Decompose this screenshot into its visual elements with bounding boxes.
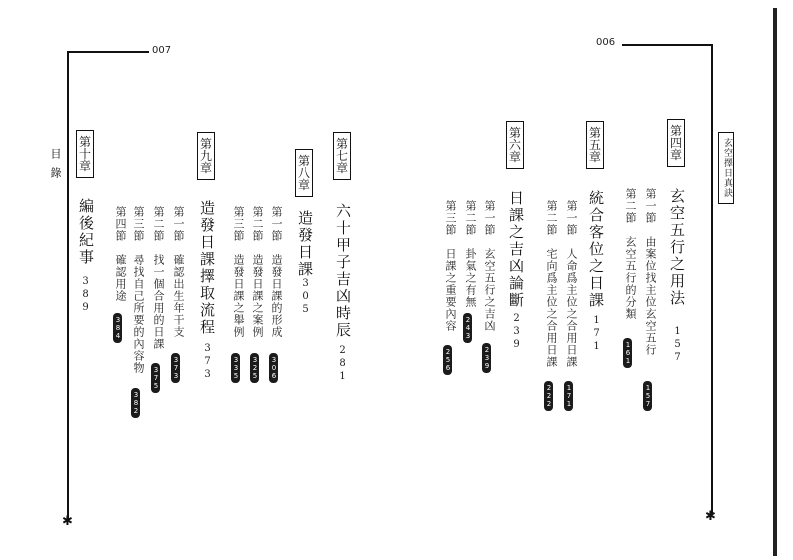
chapter-4-title: 玄空五行之用法 (668, 188, 686, 307)
chapter-suffix: 章 (669, 148, 682, 162)
chapter-9-section-1: 第一節 確認出生年干支 (172, 206, 185, 338)
chapter-4-section-2-page: 161 (623, 338, 632, 368)
right-header-rule (622, 44, 712, 46)
chapter-5-section-1: 第一節 人命爲主位之合用日課 (565, 200, 578, 368)
chapter-5-section-1-page: 171 (564, 381, 573, 411)
left-margin-rule (67, 51, 69, 519)
right-margin-rule (711, 44, 713, 514)
chapter-5-section-2-page: 222 (544, 381, 553, 411)
left-running-head: 目錄 (49, 148, 62, 186)
left-ornament: ✱ (62, 514, 73, 529)
left-page-number: 007 (152, 45, 172, 56)
chapter-prefix: 第 (335, 137, 348, 151)
chapter-8-section-2-page: 325 (250, 353, 259, 383)
chapter-prefix: 第 (297, 154, 310, 168)
chapter-6-title: 日課之吉凶論斷 (507, 190, 525, 309)
chapter-suffix: 章 (78, 159, 91, 173)
chapter-8-section-1-page: 306 (269, 353, 278, 383)
chapter-5-number: 五 (588, 138, 601, 152)
chapter-9-number: 九 (199, 149, 212, 163)
chapter-6-section-1: 第一節 玄空五行之吉凶 (483, 200, 496, 332)
chapter-10-box (76, 130, 94, 178)
chapter-7-number: 七 (335, 149, 348, 163)
chapter-10-section-4-page: 384 (113, 313, 122, 343)
chapter-8-title: 造發日課 (296, 210, 314, 278)
chapter-4-number: 四 (669, 136, 682, 150)
chapter-8-box (295, 149, 313, 197)
chapter-suffix: 章 (508, 150, 521, 164)
chapter-4-section-1-page: 157 (643, 381, 652, 411)
chapter-10-number: 十 (78, 147, 91, 161)
chapter-5-box (586, 121, 604, 169)
chapter-9-title: 造發日課擇取流程 (198, 200, 216, 336)
chapter-9-section-2-page: 375 (151, 363, 160, 393)
chapter-prefix: 第 (669, 124, 682, 138)
chapter-6-section-1-page: 239 (482, 343, 491, 373)
left-header-rule (67, 51, 149, 53)
chapter-4-box (667, 119, 685, 167)
chapter-6-section-2: 第二節 卦氣之有無 (464, 200, 477, 308)
chapter-4-page: 157 (672, 326, 683, 365)
chapter-6-section-2-page: 243 (463, 313, 472, 343)
chapter-9-box (197, 132, 215, 180)
chapter-4-section-2: 第二節 玄空五行的分類 (624, 188, 637, 320)
chapter-suffix: 章 (335, 161, 348, 175)
right-running-head: 玄空擇日真訣 (722, 138, 732, 198)
chapter-8-section-3: 第三節 造發日課之舉例 (232, 206, 245, 338)
page-edge (773, 8, 777, 556)
chapter-suffix: 章 (297, 178, 310, 192)
chapter-5-page: 171 (591, 315, 602, 354)
chapter-10-section-4: 第四節 確認用途 (114, 206, 127, 302)
chapter-suffix: 章 (199, 161, 212, 175)
chapter-6-number: 六 (508, 138, 521, 152)
chapter-7-title: 六十甲子吉凶時辰 (334, 203, 352, 339)
chapter-9-section-1-page: 373 (171, 353, 180, 383)
chapter-8-section-3-page: 335 (231, 353, 240, 383)
chapter-8-number: 八 (297, 166, 310, 180)
chapter-10-page: 389 (80, 276, 91, 315)
chapter-prefix: 第 (508, 126, 521, 140)
chapter-9-section-3-page: 382 (131, 388, 140, 418)
chapter-7-page: 281 (337, 345, 348, 384)
chapter-8-section-2: 第二節 造發日課之案例 (251, 206, 264, 338)
right-page-number: 006 (596, 37, 616, 48)
chapter-8-section-1: 第一節 造發日課的形成 (270, 206, 283, 338)
chapter-9-section-2: 第二節 找一個合用的日課 (152, 206, 165, 350)
chapter-5-title: 統合客位之日課 (587, 190, 605, 309)
chapter-6-page: 239 (511, 313, 522, 352)
chapter-7-box (333, 132, 351, 180)
chapter-6-section-3-page: 256 (443, 345, 452, 375)
chapter-5-section-2: 第二節 宅向爲主位之合用日課 (545, 200, 558, 368)
chapter-10-title: 編後紀事 (77, 198, 95, 266)
right-ornament: ✱ (705, 509, 716, 524)
chapter-9-section-3: 第三節 尋找自己所要的內容物 (132, 206, 145, 374)
chapter-8-page: 305 (300, 278, 311, 317)
chapter-9-page: 373 (202, 343, 213, 382)
chapter-6-box (506, 121, 524, 169)
chapter-prefix: 第 (78, 135, 91, 149)
chapter-4-section-1: 第一節 由案位找主位玄空五行 (644, 188, 657, 356)
chapter-prefix: 第 (199, 137, 212, 151)
chapter-prefix: 第 (588, 126, 601, 140)
chapter-suffix: 章 (588, 150, 601, 164)
chapter-6-section-3: 第三節 日課之重要內容 (444, 200, 457, 332)
